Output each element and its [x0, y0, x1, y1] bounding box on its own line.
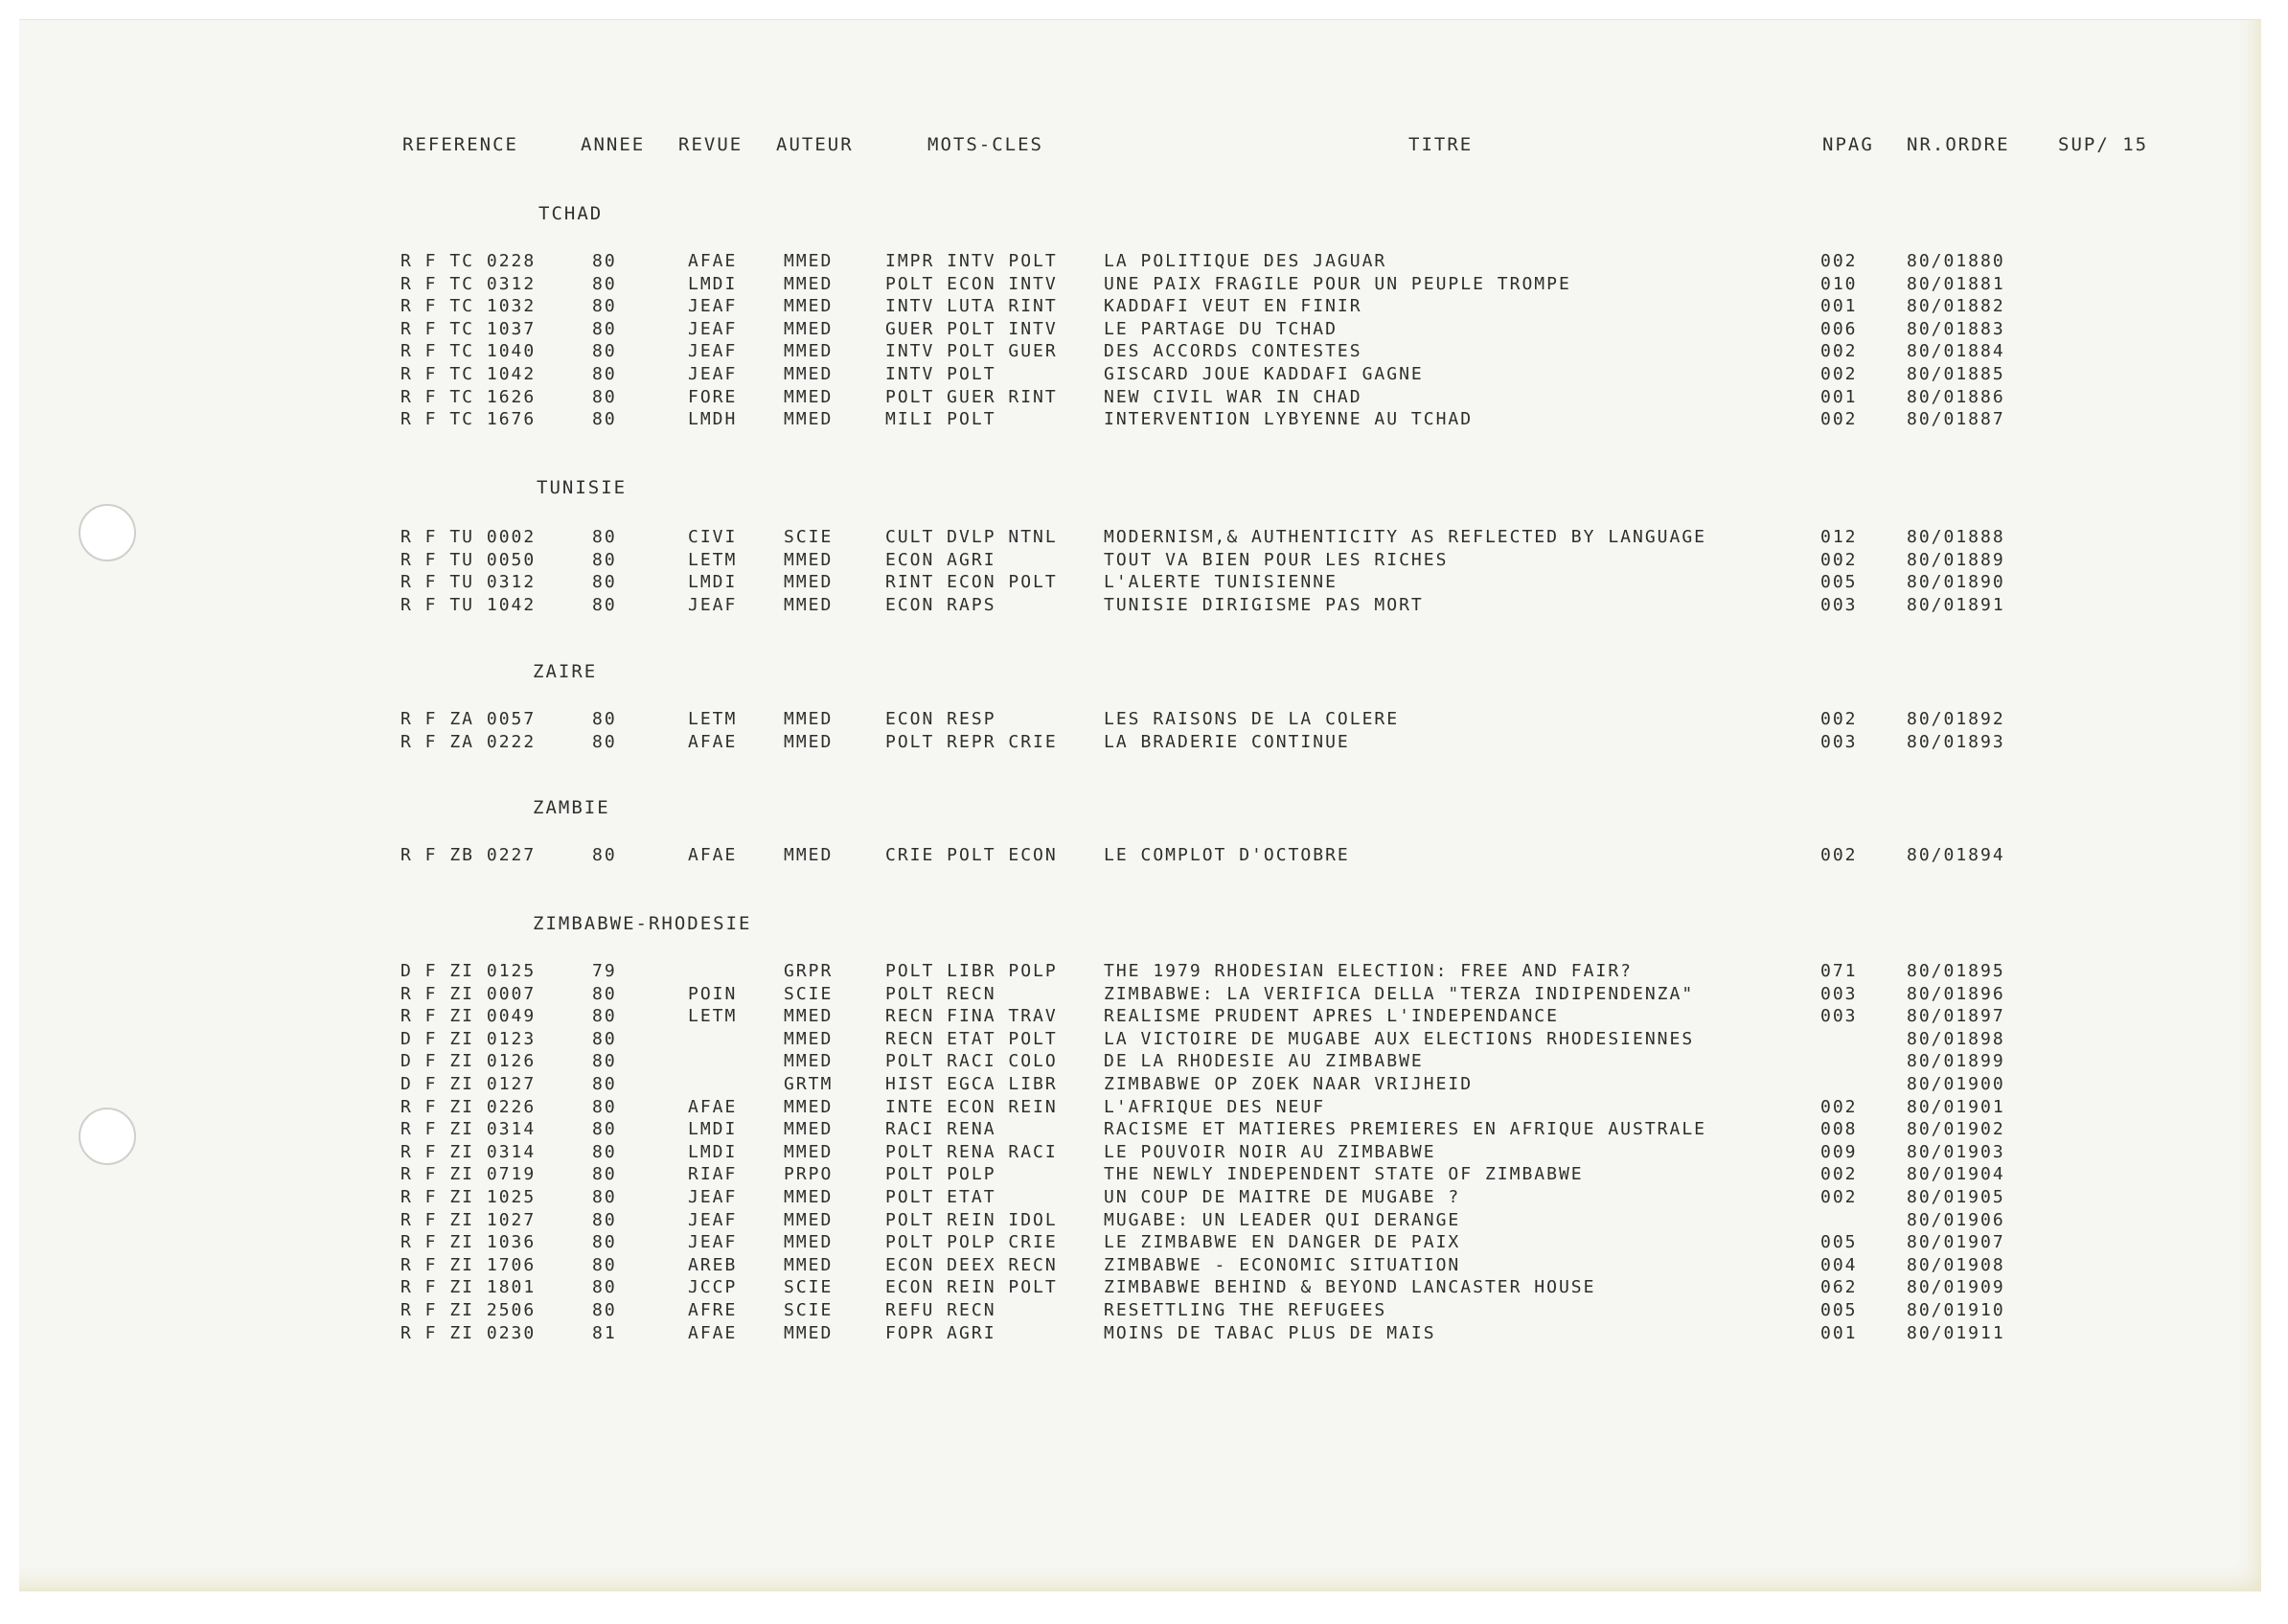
cell-nr-ordre: 80/01910: [1907, 1300, 2005, 1320]
table-row: [0, 1210, 2288, 1231]
table-row: [0, 251, 2288, 272]
cell-ref: R F TU 0002: [400, 527, 537, 547]
cell-auteur: MMED: [784, 1255, 834, 1275]
cell-titre: LE COMPLOT D'OCTOBRE: [1104, 845, 1350, 865]
header-titre: TITRE: [1408, 134, 1474, 155]
cell-auteur: SCIE: [784, 527, 834, 547]
cell-year: 80: [592, 409, 617, 429]
cell-mots-cles: GUER POLT INTV: [885, 319, 1058, 339]
cell-npag: 008: [1820, 1119, 1858, 1139]
cell-mots-cles: HIST EGCA LIBR: [885, 1074, 1058, 1094]
cell-revue: JEAF: [688, 595, 738, 615]
cell-auteur: MMED: [784, 341, 834, 361]
cell-npag: 003: [1820, 984, 1858, 1004]
table-row: [0, 1051, 2288, 1072]
cell-ref: R F TU 1042: [400, 595, 537, 615]
cell-year: 80: [592, 296, 617, 316]
cell-year: 81: [592, 1323, 617, 1343]
cell-year: 80: [592, 341, 617, 361]
cell-revue: AFAE: [688, 251, 738, 271]
cell-year: 80: [592, 1142, 617, 1162]
cell-auteur: MMED: [784, 1119, 834, 1139]
cell-revue: LMDI: [688, 274, 738, 294]
cell-revue: AFRE: [688, 1300, 738, 1320]
table-row: [0, 274, 2288, 295]
cell-auteur: PRPO: [784, 1164, 834, 1184]
cell-revue: LMDI: [688, 572, 738, 592]
cell-ref: R F TC 1037: [400, 319, 537, 339]
cell-revue: AFAE: [688, 1097, 738, 1117]
cell-auteur: GRPR: [784, 961, 834, 981]
cell-npag: 003: [1820, 595, 1858, 615]
cell-ref: R F TC 1626: [400, 387, 537, 407]
cell-nr-ordre: 80/01896: [1907, 984, 2005, 1004]
cell-revue: JEAF: [688, 1187, 738, 1207]
cell-nr-ordre: 80/01895: [1907, 961, 2005, 981]
cell-year: 80: [592, 1119, 617, 1139]
cell-auteur: MMED: [784, 387, 834, 407]
cell-npag: 002: [1820, 550, 1858, 570]
cell-ref: R F ZI 0314: [400, 1119, 537, 1139]
cell-mots-cles: FOPR AGRI: [885, 1323, 996, 1343]
header-revue: REVUE: [678, 134, 744, 155]
cell-nr-ordre: 80/01880: [1907, 251, 2005, 271]
cell-auteur: MMED: [784, 296, 834, 316]
cell-auteur: MMED: [784, 1029, 834, 1049]
cell-auteur: MMED: [784, 1142, 834, 1162]
table-row: [0, 387, 2288, 408]
cell-auteur: MMED: [784, 364, 834, 384]
cell-titre: LA POLITIQUE DES JAGUAR: [1104, 251, 1387, 271]
cell-ref: R F ZI 0226: [400, 1097, 537, 1117]
column-header-row: [0, 134, 2288, 161]
cell-npag: 003: [1820, 1006, 1858, 1026]
cell-nr-ordre: 80/01898: [1907, 1029, 2005, 1049]
cell-nr-ordre: 80/01885: [1907, 364, 2005, 384]
cell-auteur: GRTM: [784, 1074, 834, 1094]
table-row: [0, 1232, 2288, 1253]
cell-auteur: MMED: [784, 1232, 834, 1252]
cell-titre: LE POUVOIR NOIR AU ZIMBABWE: [1104, 1142, 1436, 1162]
cell-auteur: SCIE: [784, 1300, 834, 1320]
cell-nr-ordre: 80/01890: [1907, 572, 2005, 592]
cell-titre: DES ACCORDS CONTESTES: [1104, 341, 1362, 361]
table-row: [0, 1300, 2288, 1321]
cell-year: 80: [592, 1210, 617, 1230]
table-row: [0, 1277, 2288, 1298]
cell-nr-ordre: 80/01891: [1907, 595, 2005, 615]
cell-ref: R F ZB 0227: [400, 845, 537, 865]
cell-npag: 005: [1820, 1232, 1858, 1252]
cell-ref: D F ZI 0126: [400, 1051, 537, 1071]
cell-ref: R F TC 1040: [400, 341, 537, 361]
cell-titre: REALISME PRUDENT APRES L'INDEPENDANCE: [1104, 1006, 1559, 1026]
cell-year: 80: [592, 1232, 617, 1252]
cell-ref: R F ZI 1801: [400, 1277, 537, 1297]
cell-nr-ordre: 80/01887: [1907, 409, 2005, 429]
cell-ref: D F ZI 0127: [400, 1074, 537, 1094]
cell-npag: 001: [1820, 387, 1858, 407]
cell-nr-ordre: 80/01907: [1907, 1232, 2005, 1252]
cell-mots-cles: INTV LUTA RINT: [885, 296, 1058, 316]
cell-auteur: MMED: [784, 1323, 834, 1343]
table-row: [0, 845, 2288, 866]
cell-mots-cles: REFU RECN: [885, 1300, 996, 1320]
cell-mots-cles: CULT DVLP NTNL: [885, 527, 1058, 547]
cell-nr-ordre: 80/01904: [1907, 1164, 2005, 1184]
cell-titre: TUNISIE DIRIGISME PAS MORT: [1104, 595, 1424, 615]
table-row: [0, 1097, 2288, 1118]
cell-year: 80: [592, 1029, 617, 1049]
cell-npag: 009: [1820, 1142, 1858, 1162]
cell-mots-cles: POLT POLP: [885, 1164, 996, 1184]
cell-revue: LETM: [688, 1006, 738, 1026]
cell-npag: 004: [1820, 1255, 1858, 1275]
cell-auteur: MMED: [784, 732, 834, 752]
page-number: SUP/ 15: [2058, 134, 2149, 155]
cell-npag: 012: [1820, 527, 1858, 547]
cell-year: 79: [592, 961, 617, 981]
cell-auteur: SCIE: [784, 1277, 834, 1297]
cell-npag: 062: [1820, 1277, 1858, 1297]
cell-ref: R F ZI 0007: [400, 984, 537, 1004]
cell-titre: KADDAFI VEUT EN FINIR: [1104, 296, 1362, 316]
cell-year: 80: [592, 1187, 617, 1207]
cell-titre: INTERVENTION LYBYENNE AU TCHAD: [1104, 409, 1474, 429]
cell-titre: DE LA RHODESIE AU ZIMBABWE: [1104, 1051, 1424, 1071]
cell-titre: LES RAISONS DE LA COLERE: [1104, 709, 1400, 729]
cell-year: 80: [592, 984, 617, 1004]
cell-year: 80: [592, 1255, 617, 1275]
table-row: [0, 341, 2288, 362]
cell-mots-cles: POLT ECON INTV: [885, 274, 1058, 294]
cell-revue: FORE: [688, 387, 738, 407]
cell-titre: LA BRADERIE CONTINUE: [1104, 732, 1350, 752]
cell-ref: R F TC 1676: [400, 409, 537, 429]
cell-nr-ordre: 80/01894: [1907, 845, 2005, 865]
cell-mots-cles: INTV POLT: [885, 364, 996, 384]
cell-ref: R F ZI 1706: [400, 1255, 537, 1275]
cell-auteur: MMED: [784, 251, 834, 271]
cell-year: 80: [592, 732, 617, 752]
cell-auteur: MMED: [784, 1006, 834, 1026]
cell-npag: 005: [1820, 1300, 1858, 1320]
cell-titre: THE NEWLY INDEPENDENT STATE OF ZIMBABWE: [1104, 1164, 1584, 1184]
cell-mots-cles: IMPR INTV POLT: [885, 251, 1058, 271]
cell-revue: LETM: [688, 550, 738, 570]
cell-nr-ordre: 80/01893: [1907, 732, 2005, 752]
table-row: [0, 319, 2288, 340]
cell-year: 80: [592, 1006, 617, 1026]
cell-revue: LETM: [688, 709, 738, 729]
cell-ref: R F ZI 1025: [400, 1187, 537, 1207]
cell-titre: ZIMBABWE BEHIND & BEYOND LANCASTER HOUSE: [1104, 1277, 1596, 1297]
cell-titre: LE PARTAGE DU TCHAD: [1104, 319, 1338, 339]
cell-year: 80: [592, 527, 617, 547]
header-annee: ANNEE: [581, 134, 646, 155]
section-title: TCHAD: [538, 203, 604, 224]
cell-ref: R F TC 0228: [400, 251, 537, 271]
cell-ref: R F TU 0312: [400, 572, 537, 592]
cell-npag: 003: [1820, 732, 1858, 752]
cell-ref: R F ZI 0314: [400, 1142, 537, 1162]
table-row: [0, 1119, 2288, 1140]
cell-mots-cles: POLT POLP CRIE: [885, 1232, 1058, 1252]
cell-npag: 002: [1820, 409, 1858, 429]
cell-year: 80: [592, 1074, 617, 1094]
table-row: [0, 961, 2288, 982]
cell-mots-cles: ECON DEEX RECN: [885, 1255, 1058, 1275]
cell-ref: R F TC 1032: [400, 296, 537, 316]
cell-year: 80: [592, 364, 617, 384]
section-title: TUNISIE: [537, 477, 628, 498]
cell-nr-ordre: 80/01897: [1907, 1006, 2005, 1026]
cell-titre: NEW CIVIL WAR IN CHAD: [1104, 387, 1362, 407]
cell-revue: JEAF: [688, 319, 738, 339]
cell-year: 80: [592, 251, 617, 271]
cell-revue: JEAF: [688, 1232, 738, 1252]
cell-nr-ordre: 80/01888: [1907, 527, 2005, 547]
cell-revue: LMDH: [688, 409, 738, 429]
cell-year: 80: [592, 595, 617, 615]
cell-year: 80: [592, 550, 617, 570]
cell-titre: THE 1979 RHODESIAN ELECTION: FREE AND FAIR?: [1104, 961, 1633, 981]
cell-mots-cles: RACI RENA: [885, 1119, 996, 1139]
cell-revue: AFAE: [688, 1323, 738, 1343]
cell-revue: JEAF: [688, 364, 738, 384]
cell-auteur: MMED: [784, 1051, 834, 1071]
cell-nr-ordre: 80/01905: [1907, 1187, 2005, 1207]
table-row: [0, 1187, 2288, 1208]
cell-ref: R F ZA 0222: [400, 732, 537, 752]
cell-npag: 071: [1820, 961, 1858, 981]
cell-titre: L'ALERTE TUNISIENNE: [1104, 572, 1338, 592]
cell-mots-cles: POLT RENA RACI: [885, 1142, 1058, 1162]
cell-ref: R F ZI 2506: [400, 1300, 537, 1320]
cell-ref: R F ZI 1027: [400, 1210, 537, 1230]
cell-mots-cles: POLT RACI COLO: [885, 1051, 1058, 1071]
cell-year: 80: [592, 572, 617, 592]
cell-ref: R F ZI 1036: [400, 1232, 537, 1252]
cell-titre: GISCARD JOUE KADDAFI GAGNE: [1104, 364, 1424, 384]
cell-revue: JEAF: [688, 1210, 738, 1230]
cell-titre: ZIMBABWE - ECONOMIC SITUATION: [1104, 1255, 1461, 1275]
cell-titre: RESETTLING THE REFUGEES: [1104, 1300, 1387, 1320]
cell-titre: LA VICTOIRE DE MUGABE AUX ELECTIONS RHODESIENNES: [1104, 1029, 1695, 1049]
cell-mots-cles: CRIE POLT ECON: [885, 845, 1058, 865]
cell-mots-cles: INTE ECON REIN: [885, 1097, 1058, 1117]
cell-npag: 002: [1820, 251, 1858, 271]
table-row: [0, 709, 2288, 730]
table-row: [0, 595, 2288, 616]
cell-year: 80: [592, 274, 617, 294]
cell-mots-cles: RINT ECON POLT: [885, 572, 1058, 592]
cell-nr-ordre: 80/01886: [1907, 387, 2005, 407]
header-auteur: AUTEUR: [776, 134, 854, 155]
cell-nr-ordre: 80/01902: [1907, 1119, 2005, 1139]
cell-ref: D F ZI 0123: [400, 1029, 537, 1049]
cell-npag: 002: [1820, 1187, 1858, 1207]
cell-mots-cles: INTV POLT GUER: [885, 341, 1058, 361]
cell-auteur: MMED: [784, 572, 834, 592]
cell-auteur: MMED: [784, 319, 834, 339]
cell-titre: ZIMBABWE OP ZOEK NAAR VRIJHEID: [1104, 1074, 1474, 1094]
cell-mots-cles: POLT GUER RINT: [885, 387, 1058, 407]
cell-nr-ordre: 80/01899: [1907, 1051, 2005, 1071]
table-row: [0, 1255, 2288, 1276]
cell-titre: RACISME ET MATIERES PREMIERES EN AFRIQUE AUSTRALE: [1104, 1119, 1707, 1139]
cell-ref: R F ZA 0057: [400, 709, 537, 729]
cell-year: 80: [592, 709, 617, 729]
table-row: [0, 296, 2288, 317]
cell-nr-ordre: 80/01881: [1907, 274, 2005, 294]
cell-revue: JEAF: [688, 341, 738, 361]
cell-npag: 002: [1820, 1164, 1858, 1184]
table-row: [0, 1074, 2288, 1095]
cell-auteur: MMED: [784, 274, 834, 294]
cell-ref: R F TC 1042: [400, 364, 537, 384]
cell-mots-cles: ECON AGRI: [885, 550, 996, 570]
cell-auteur: SCIE: [784, 984, 834, 1004]
table-row: [0, 1323, 2288, 1344]
cell-mots-cles: ECON RAPS: [885, 595, 996, 615]
cell-mots-cles: POLT ETAT: [885, 1187, 996, 1207]
cell-nr-ordre: 80/01901: [1907, 1097, 2005, 1117]
cell-npag: 002: [1820, 845, 1858, 865]
cell-auteur: MMED: [784, 550, 834, 570]
cell-ref: R F TC 0312: [400, 274, 537, 294]
cell-revue: POIN: [688, 984, 738, 1004]
cell-year: 80: [592, 1051, 617, 1071]
cell-nr-ordre: 80/01903: [1907, 1142, 2005, 1162]
cell-year: 80: [592, 387, 617, 407]
cell-mots-cles: ECON REIN POLT: [885, 1277, 1058, 1297]
table-row: [0, 1006, 2288, 1027]
table-row: [0, 732, 2288, 753]
cell-year: 80: [592, 1164, 617, 1184]
cell-revue: JCCP: [688, 1277, 738, 1297]
cell-titre: UN COUP DE MAITRE DE MUGABE ?: [1104, 1187, 1461, 1207]
cell-revue: CIVI: [688, 527, 738, 547]
cell-mots-cles: RECN FINA TRAV: [885, 1006, 1058, 1026]
table-row: [0, 527, 2288, 548]
cell-revue: LMDI: [688, 1142, 738, 1162]
cell-ref: D F ZI 0125: [400, 961, 537, 981]
cell-auteur: MMED: [784, 1097, 834, 1117]
cell-ref: R F TU 0050: [400, 550, 537, 570]
cell-auteur: MMED: [784, 709, 834, 729]
cell-titre: ZIMBABWE: LA VERIFICA DELLA "TERZA INDIPENDENZA": [1104, 984, 1695, 1004]
cell-auteur: MMED: [784, 595, 834, 615]
table-row: [0, 572, 2288, 593]
cell-mots-cles: RECN ETAT POLT: [885, 1029, 1058, 1049]
cell-revue: AFAE: [688, 845, 738, 865]
table-row: [0, 364, 2288, 385]
section-title: ZAIRE: [533, 661, 598, 682]
header-npag: NPAG: [1822, 134, 1874, 155]
cell-revue: JEAF: [688, 296, 738, 316]
cell-nr-ordre: 80/01911: [1907, 1323, 2005, 1343]
header-reference: REFERENCE: [402, 134, 518, 155]
cell-ref: R F ZI 0049: [400, 1006, 537, 1026]
cell-titre: LE ZIMBABWE EN DANGER DE PAIX: [1104, 1232, 1461, 1252]
cell-npag: 002: [1820, 364, 1858, 384]
cell-nr-ordre: 80/01884: [1907, 341, 2005, 361]
cell-nr-ordre: 80/01882: [1907, 296, 2005, 316]
cell-nr-ordre: 80/01908: [1907, 1255, 2005, 1275]
table-row: [0, 984, 2288, 1005]
cell-nr-ordre: 80/01883: [1907, 319, 2005, 339]
cell-revue: AREB: [688, 1255, 738, 1275]
cell-mots-cles: ECON RESP: [885, 709, 996, 729]
cell-revue: LMDI: [688, 1119, 738, 1139]
cell-nr-ordre: 80/01900: [1907, 1074, 2005, 1094]
table-row: [0, 1142, 2288, 1163]
cell-nr-ordre: 80/01906: [1907, 1210, 2005, 1230]
cell-titre: MUGABE: UN LEADER QUI DERANGE: [1104, 1210, 1461, 1230]
cell-mots-cles: POLT REIN IDOL: [885, 1210, 1058, 1230]
cell-npag: 010: [1820, 274, 1858, 294]
cell-npag: 001: [1820, 296, 1858, 316]
cell-auteur: MMED: [784, 1187, 834, 1207]
cell-auteur: MMED: [784, 409, 834, 429]
cell-revue: RIAF: [688, 1164, 738, 1184]
header-nr-ordre: NR.ORDRE: [1907, 134, 2010, 155]
cell-nr-ordre: 80/01892: [1907, 709, 2005, 729]
cell-titre: UNE PAIX FRAGILE POUR UN PEUPLE TROMPE: [1104, 274, 1571, 294]
cell-auteur: MMED: [784, 1210, 834, 1230]
cell-npag: 002: [1820, 709, 1858, 729]
cell-ref: R F ZI 0230: [400, 1323, 537, 1343]
cell-year: 80: [592, 319, 617, 339]
cell-nr-ordre: 80/01909: [1907, 1277, 2005, 1297]
section-title: ZIMBABWE-RHODESIE: [533, 913, 752, 934]
cell-titre: L'AFRIQUE DES NEUF: [1104, 1097, 1326, 1117]
cell-revue: AFAE: [688, 732, 738, 752]
cell-npag: 001: [1820, 1323, 1858, 1343]
cell-ref: R F ZI 0719: [400, 1164, 537, 1184]
cell-mots-cles: POLT REPR CRIE: [885, 732, 1058, 752]
cell-npag: 002: [1820, 1097, 1858, 1117]
cell-npag: 005: [1820, 572, 1858, 592]
table-row: [0, 1164, 2288, 1185]
cell-npag: 002: [1820, 341, 1858, 361]
cell-titre: TOUT VA BIEN POUR LES RICHES: [1104, 550, 1449, 570]
cell-year: 80: [592, 1300, 617, 1320]
cell-auteur: MMED: [784, 845, 834, 865]
cell-year: 80: [592, 1277, 617, 1297]
section-title: ZAMBIE: [533, 797, 610, 818]
header-mots-cles: MOTS-CLES: [927, 134, 1043, 155]
cell-mots-cles: POLT LIBR POLP: [885, 961, 1058, 981]
table-row: [0, 409, 2288, 430]
cell-titre: MOINS DE TABAC PLUS DE MAIS: [1104, 1323, 1436, 1343]
table-row: [0, 550, 2288, 571]
cell-mots-cles: MILI POLT: [885, 409, 996, 429]
cell-year: 80: [592, 845, 617, 865]
cell-year: 80: [592, 1097, 617, 1117]
table-row: [0, 1029, 2288, 1050]
cell-mots-cles: POLT RECN: [885, 984, 996, 1004]
cell-nr-ordre: 80/01889: [1907, 550, 2005, 570]
cell-titre: MODERNISM,& AUTHENTICITY AS REFLECTED BY LANGUAGE: [1104, 527, 1707, 547]
cell-npag: 006: [1820, 319, 1858, 339]
